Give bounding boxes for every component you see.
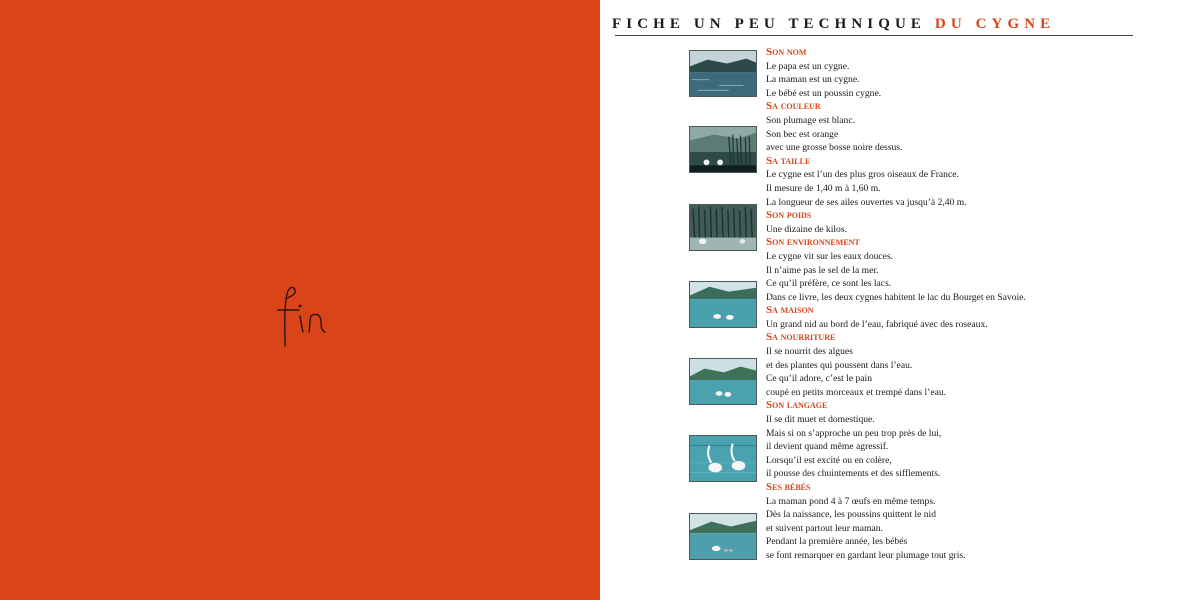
swan-reeds-photo bbox=[689, 204, 757, 251]
section-title: Son langage bbox=[766, 399, 828, 412]
section-line: Le cygne est l’un des plus gros oiseaux de France. bbox=[766, 169, 959, 181]
section-line: Il mesure de 1,40 m à 1,60 m. bbox=[766, 182, 881, 194]
swans-mountain-photo bbox=[689, 358, 757, 405]
section-line: et des plantes qui poussent dans l’eau. bbox=[766, 359, 913, 371]
section-line: il pousse des chuintements et des sifflements. bbox=[766, 468, 941, 480]
section-line: Son bec est orange bbox=[766, 128, 839, 140]
facts-list bbox=[766, 46, 1196, 563]
fact-section bbox=[766, 100, 1196, 154]
section-title: Ses bébés bbox=[766, 481, 811, 493]
fact-section bbox=[766, 304, 1196, 331]
section-line: La longueur de ses ailes ouvertes va jusqu’à 2,40 m. bbox=[766, 196, 967, 208]
page-title bbox=[612, 16, 1122, 40]
section-title: Sa maison bbox=[766, 304, 814, 317]
section-line: coupé en petits morceaux et trempé dans l’eau. bbox=[766, 386, 947, 398]
section-title: Son poids bbox=[766, 209, 812, 222]
section-title: Sa taille bbox=[766, 154, 811, 167]
section-title: Sa nourriture bbox=[766, 331, 836, 344]
lake-photo bbox=[689, 50, 757, 97]
section-line: se font remarquer en gardant leur plumage tout gris. bbox=[766, 549, 966, 561]
title-underline bbox=[615, 35, 1133, 36]
section-line: Dès la naissance, les poussins quittent le nid bbox=[766, 509, 936, 521]
section-line: avec une grosse bosse noire dessus. bbox=[766, 142, 903, 154]
section-line: Le bébé est un poussin cygne. bbox=[766, 87, 882, 99]
fact-section bbox=[766, 155, 1196, 209]
page-title-text bbox=[612, 16, 1055, 33]
section-line: Il n’aime pas le sel de la mer. bbox=[766, 264, 879, 276]
fact-section bbox=[766, 399, 1196, 481]
section-line: Ce qu’il préfère, ce sont les lacs. bbox=[766, 278, 892, 290]
fin-handwritten-word bbox=[273, 276, 343, 352]
section-line: Pendant la première année, les bébés bbox=[766, 536, 908, 548]
two-swans-photo bbox=[689, 435, 757, 482]
section-line: La maman pond 4 à 7 œufs en même temps. bbox=[766, 495, 936, 507]
title-main: FICHE UN PEU TECHNIQUE bbox=[612, 16, 927, 32]
section-line: Il se nourrit des algues bbox=[766, 346, 853, 358]
title-accent: DU CYGNE bbox=[934, 16, 1056, 32]
section-line: Dans ce livre, les deux cygnes habitent le lac du Bourget en Savoie. bbox=[766, 291, 1026, 303]
swan-cygnets-photo bbox=[689, 513, 757, 560]
section-line: Le papa est un cygne. bbox=[766, 60, 850, 72]
section-title: Son nom bbox=[766, 46, 807, 58]
fact-section bbox=[766, 209, 1196, 236]
fact-section bbox=[766, 331, 1196, 399]
section-line: il devient quand même agressif. bbox=[766, 441, 889, 453]
section-line: Le cygne vit sur les eaux douces. bbox=[766, 250, 894, 262]
section-line: La maman est un cygne. bbox=[766, 74, 860, 86]
fact-section bbox=[766, 236, 1196, 304]
right-page bbox=[600, 0, 1200, 600]
section-line: Une dizaine de kilos. bbox=[766, 223, 847, 235]
swans-reeds-photo bbox=[689, 126, 757, 173]
fact-section bbox=[766, 46, 1196, 100]
section-line: et suivent partout leur maman. bbox=[766, 522, 883, 534]
section-title: Son environnement bbox=[766, 236, 860, 249]
section-line: Ce qu’il adore, c’est le pain bbox=[766, 373, 873, 385]
section-line: Mais si on s’approche un peu trop près de lui, bbox=[766, 427, 942, 439]
section-line: Son plumage est blanc. bbox=[766, 114, 855, 126]
section-line: Il se dit muet et domestique. bbox=[766, 414, 875, 426]
fact-section bbox=[766, 481, 1196, 563]
section-line: Lorsqu’il est excité ou en colère, bbox=[766, 454, 892, 466]
section-title: Sa couleur bbox=[766, 100, 821, 113]
section-line: Un grand nid au bord de l’eau, fabriqué avec des roseaux. bbox=[766, 318, 988, 330]
swans-lake-photo bbox=[689, 281, 757, 328]
